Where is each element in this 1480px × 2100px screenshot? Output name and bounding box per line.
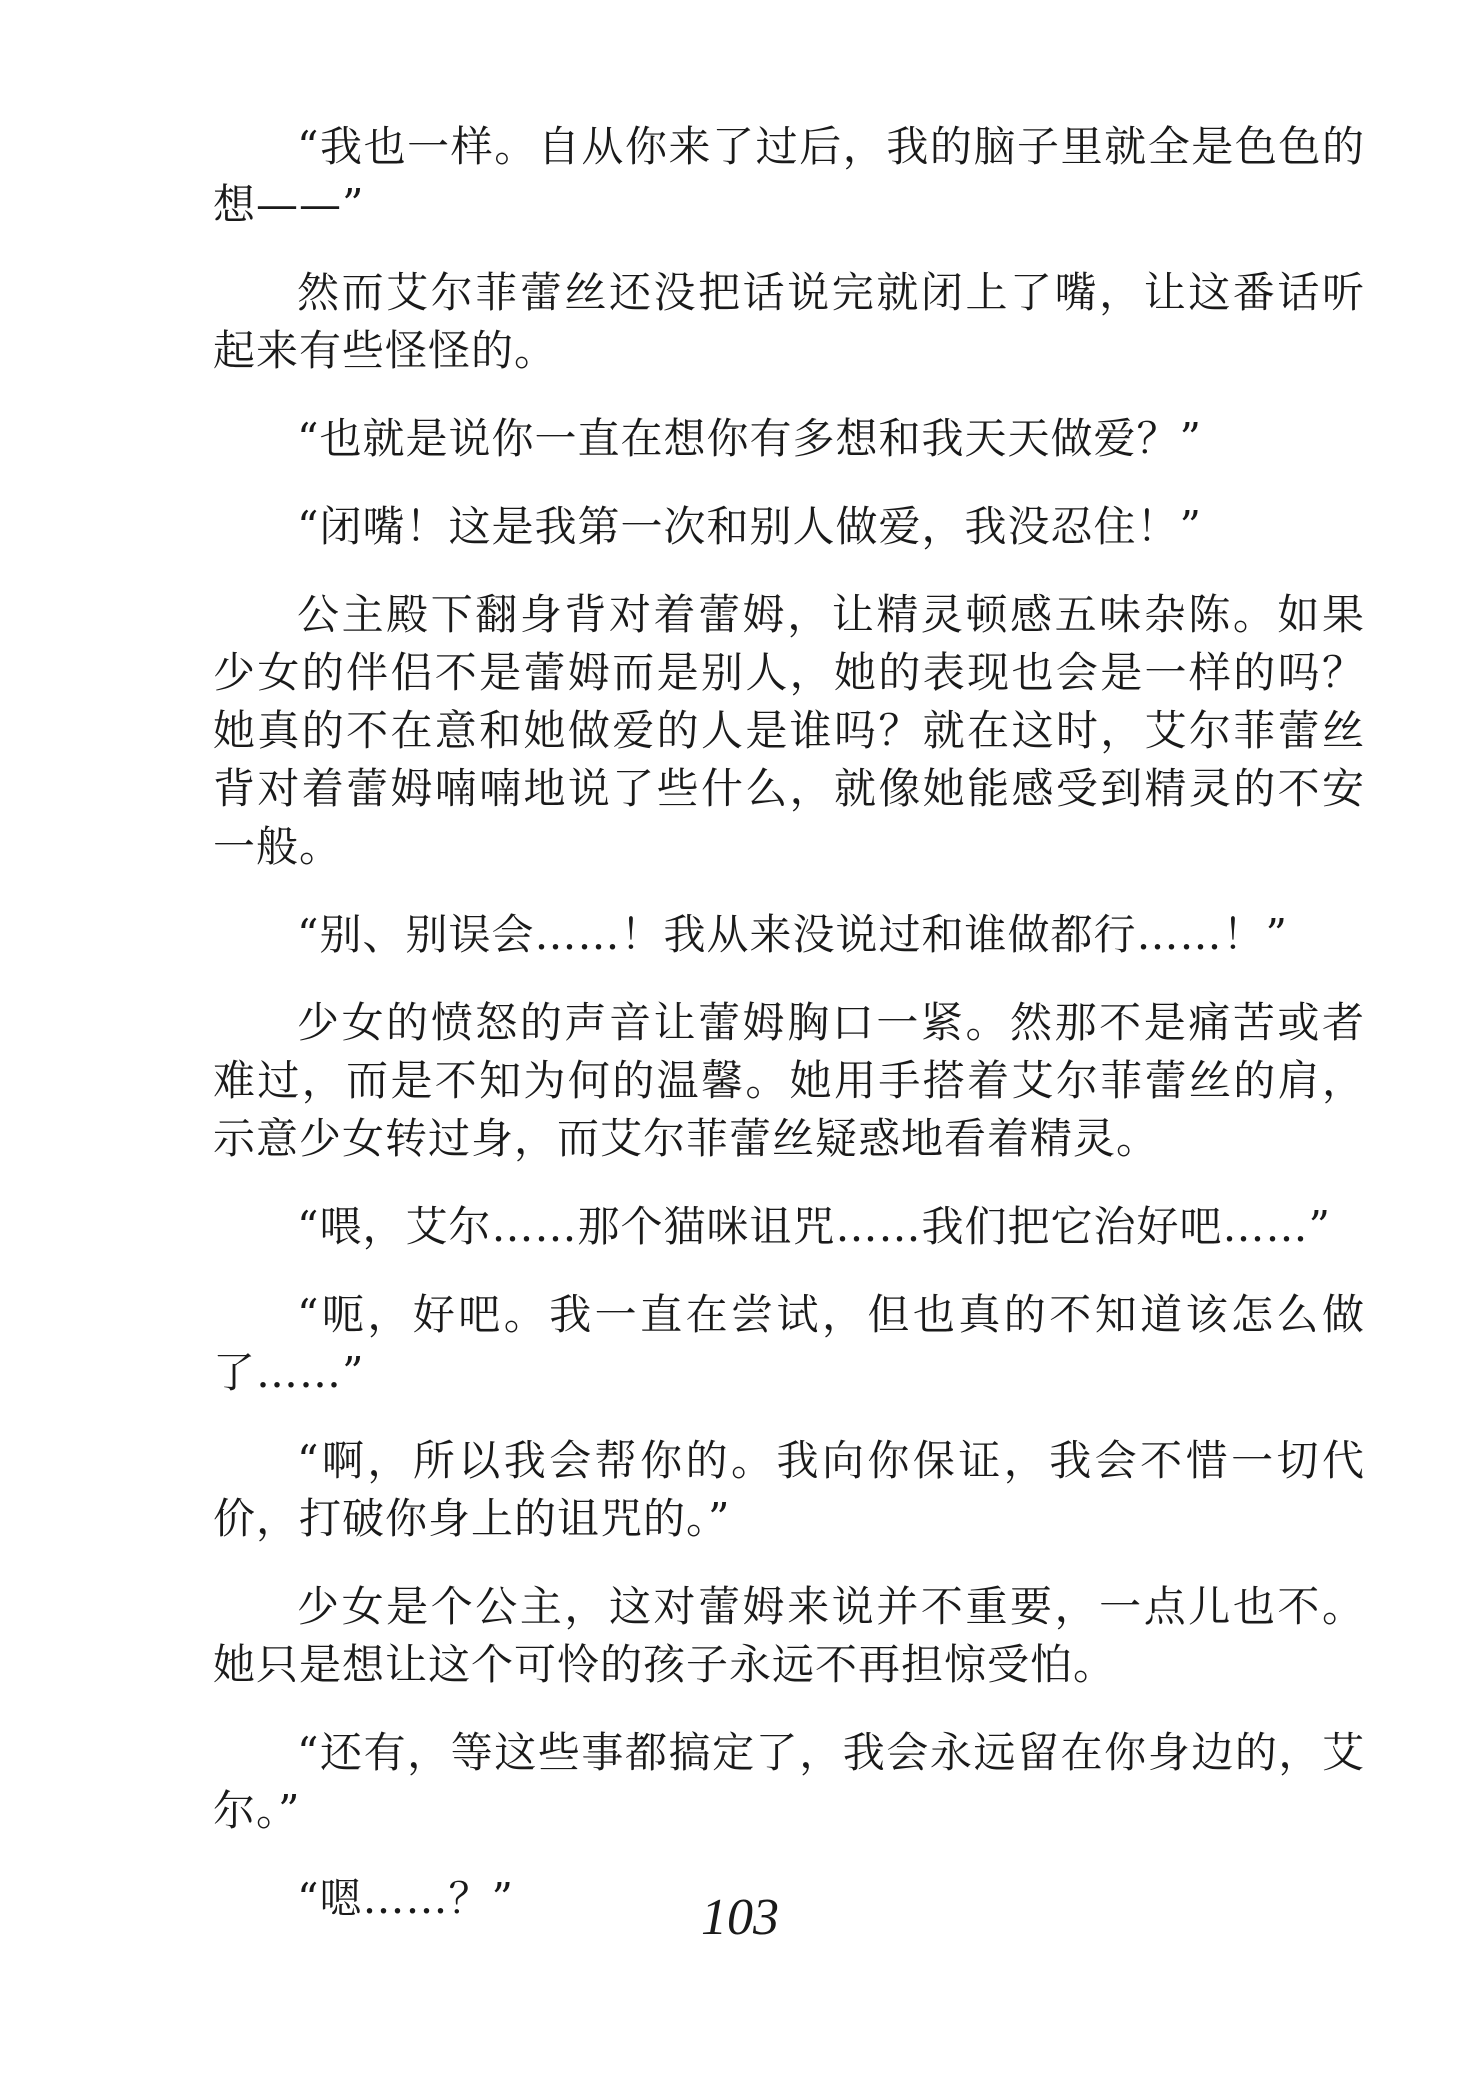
paragraph: 公主殿下翻身背对着蕾姆，让精灵顿感五味杂陈。如果少女的伴侣不是蕾姆而是别人，她的表现也会是一样的吗？她真的不在意和她做爱的人是谁吗？就在这时，艾尔菲蕾丝背对着蕾姆喃喃地说了些什么，就像她能感受到精灵的不安一般。 (213, 590, 1365, 871)
paragraph: 少女是个公主，这对蕾姆来说并不重要，一点儿也不。她只是想让这个可怜的孩子永远不再担惊受怕。 (213, 1582, 1365, 1689)
paragraph: “喂，艾尔……那个猫咪诅咒……我们把它治好吧……” (297, 1202, 1331, 1251)
paragraph: “啊，所以我会帮你的。我向你保证，我会不惜一切代价，打破你身上的诅咒的。” (213, 1436, 1365, 1543)
paragraph: “还有，等这些事都搞定了，我会永远留在你身边的，艾尔。” (213, 1728, 1365, 1835)
page-number: 103 (701, 1889, 779, 1946)
paragraph: “我也一样。自从你来了过后，我的脑子里就全是色色的想——” (213, 122, 1365, 229)
paragraph: 然而艾尔菲蕾丝还没把话说完就闭上了嘴，让这番话听起来有些怪怪的。 (213, 268, 1365, 375)
paragraph: “呃，好吧。我一直在尝试，但也真的不知道该怎么做了……” (213, 1290, 1365, 1397)
paragraph: “别、别误会……！我从来没说过和谁做都行……！” (297, 910, 1288, 959)
paragraph: 少女的愤怒的声音让蕾姆胸口一紧。然那不是痛苦或者难过，而是不知为何的温馨。她用手搭着艾尔菲蕾丝的肩，示意少女转过身，而艾尔菲蕾丝疑惑地看着精灵。 (213, 998, 1365, 1163)
body-text (213, 118, 1365, 1958)
paragraph: “闭嘴！这是我第一次和别人做爱，我没忍住！” (297, 502, 1202, 551)
paragraph: “嗯……？” (297, 1874, 514, 1923)
paragraph: “也就是说你一直在想你有多想和我天天做爱？” (297, 414, 1202, 463)
